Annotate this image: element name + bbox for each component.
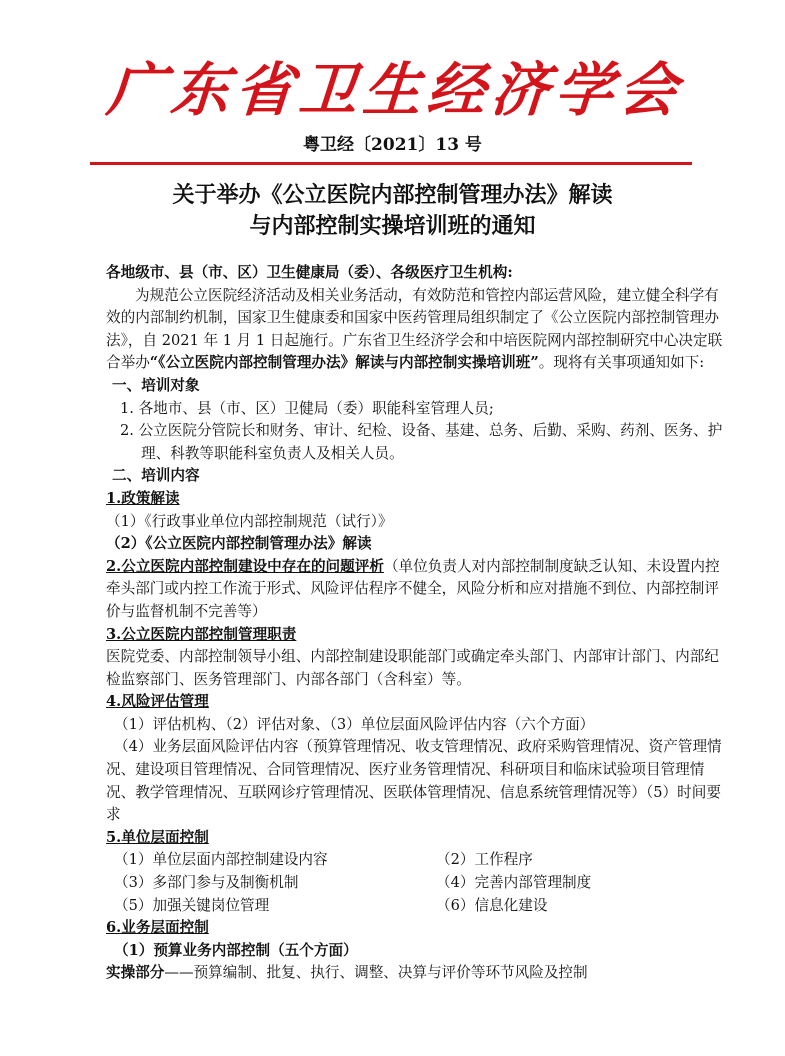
content-3-text: 医院党委、内部控制领导小组、内部控制建设职能部门或确定牵头部门、内部审计部门、内部纪检监察部门、医务管理部门、内部各部门（含科室）等。 xyxy=(106,648,719,688)
practice-text: ——预算编制、批复、执行、调整、决算与评价等环节风险及控制 xyxy=(164,964,588,982)
content-6-title: 6.业务层面控制 xyxy=(106,919,209,937)
content-2-text: （单位负责人对内部控制制度缺乏认知、未设置内控牵头部门或内控工作流于形式、风险评估程序不健全，风险分析和应对措施不到位、内部控制评价与监督机制不完善等） xyxy=(106,557,720,620)
content-5-row xyxy=(106,872,726,895)
notice-title-line-1: 关于举办《公立医院内部控制管理办法》解读 xyxy=(172,182,613,208)
document-number: 粤卫经〔2021〕13 号 xyxy=(303,135,482,155)
content-1-item-1: （1）《行政事业单位内部控制规范（试行）》 xyxy=(106,512,393,530)
content-5-item: （3）多部门参与及制衡机制 xyxy=(114,874,299,892)
content-4-line-1: （1）评估机构、（2）评估对象、（3）单位层面风险评估内容（六个方面） xyxy=(114,715,595,733)
salutation: 各地级市、县（市、区）卫生健康局（委）、各级医疗卫生机构: xyxy=(106,264,513,281)
intro-text: 为规范公立医院经济活动及相关业务活动，有效防范和管控内部运营风险，建立健全科学有效的内部制约机制，国家卫生健康委和国家中医药管理局组织制定了《公立医院内部控制管理办法》，自 2021 年 1 月 1 日起施行。广东省卫生经济学会和中培医院网内部控制研究中心决定联合举办 xyxy=(106,286,723,372)
training-name: “《公立医院内部控制管理办法》解读与内部控制实操培训班” xyxy=(149,354,539,372)
section-1-item-2: 2. 公立医院分管院长和财务、审计、纪检、设备、基建、总务、后勤、采购、药剂、医务、护理、科教等职能科室负责人及相关人员。 xyxy=(120,422,723,462)
notice-body xyxy=(106,262,726,985)
notice-title-line-2: 与内部控制实操培训班的通知 xyxy=(249,213,536,239)
intro-closing: 。现将有关事项通知如下: xyxy=(538,354,705,372)
practice-paragraph xyxy=(106,962,726,985)
content-5-row xyxy=(106,895,726,918)
content-1-item-2: （2）《公立医院内部控制管理办法》解读 xyxy=(106,535,372,553)
content-4-title: 4.风险评估管理 xyxy=(106,693,209,711)
content-5-item: （6）信息化建设 xyxy=(436,896,548,914)
content-5-item: （5）加强关键岗位管理 xyxy=(114,896,270,914)
content-3-title: 3.公立医院内部控制管理职责 xyxy=(106,625,297,643)
masthead: 广东省卫生经济学会 xyxy=(104,56,686,124)
content-4-line-2: （4）业务层面风险评估内容（预算管理情况、收支管理情况、政府采购管理情况、资产管理情况、建设项目管理情况、合同管理情况、医疗业务管理情况、科研项目和临床试验项目管理情况、教学管理情况、互联网诊疗管理情况、医联体管理情况、信息系统管理情况等）（5）时间要求 xyxy=(106,738,722,824)
practice-label: 实操部分 xyxy=(106,964,165,982)
intro-paragraph xyxy=(106,285,726,375)
content-5-item: （2）工作程序 xyxy=(436,851,533,869)
content-6-item-1: （1）预算业务内部控制（五个方面） xyxy=(114,941,358,959)
content-5-row xyxy=(106,849,726,872)
content-5-item: （4）完善内部管理制度 xyxy=(436,874,592,892)
section-2-title: 二、培训内容 xyxy=(112,467,200,485)
content-2-title: 2.公立医院内部控制建设中存在的问题评析 xyxy=(106,557,384,575)
content-5-item: （1）单位层面内部控制建设内容 xyxy=(114,851,328,869)
section-1-title: 一、培训对象 xyxy=(112,376,200,394)
content-1-title: 1.政策解读 xyxy=(106,489,180,507)
content-5-title: 5.单位层面控制 xyxy=(106,828,209,846)
section-1-item-1: 1. 各地市、县（市、区）卫健局（委）职能科室管理人员; xyxy=(120,399,494,417)
content-2-paragraph xyxy=(106,556,726,624)
red-divider xyxy=(90,162,692,165)
